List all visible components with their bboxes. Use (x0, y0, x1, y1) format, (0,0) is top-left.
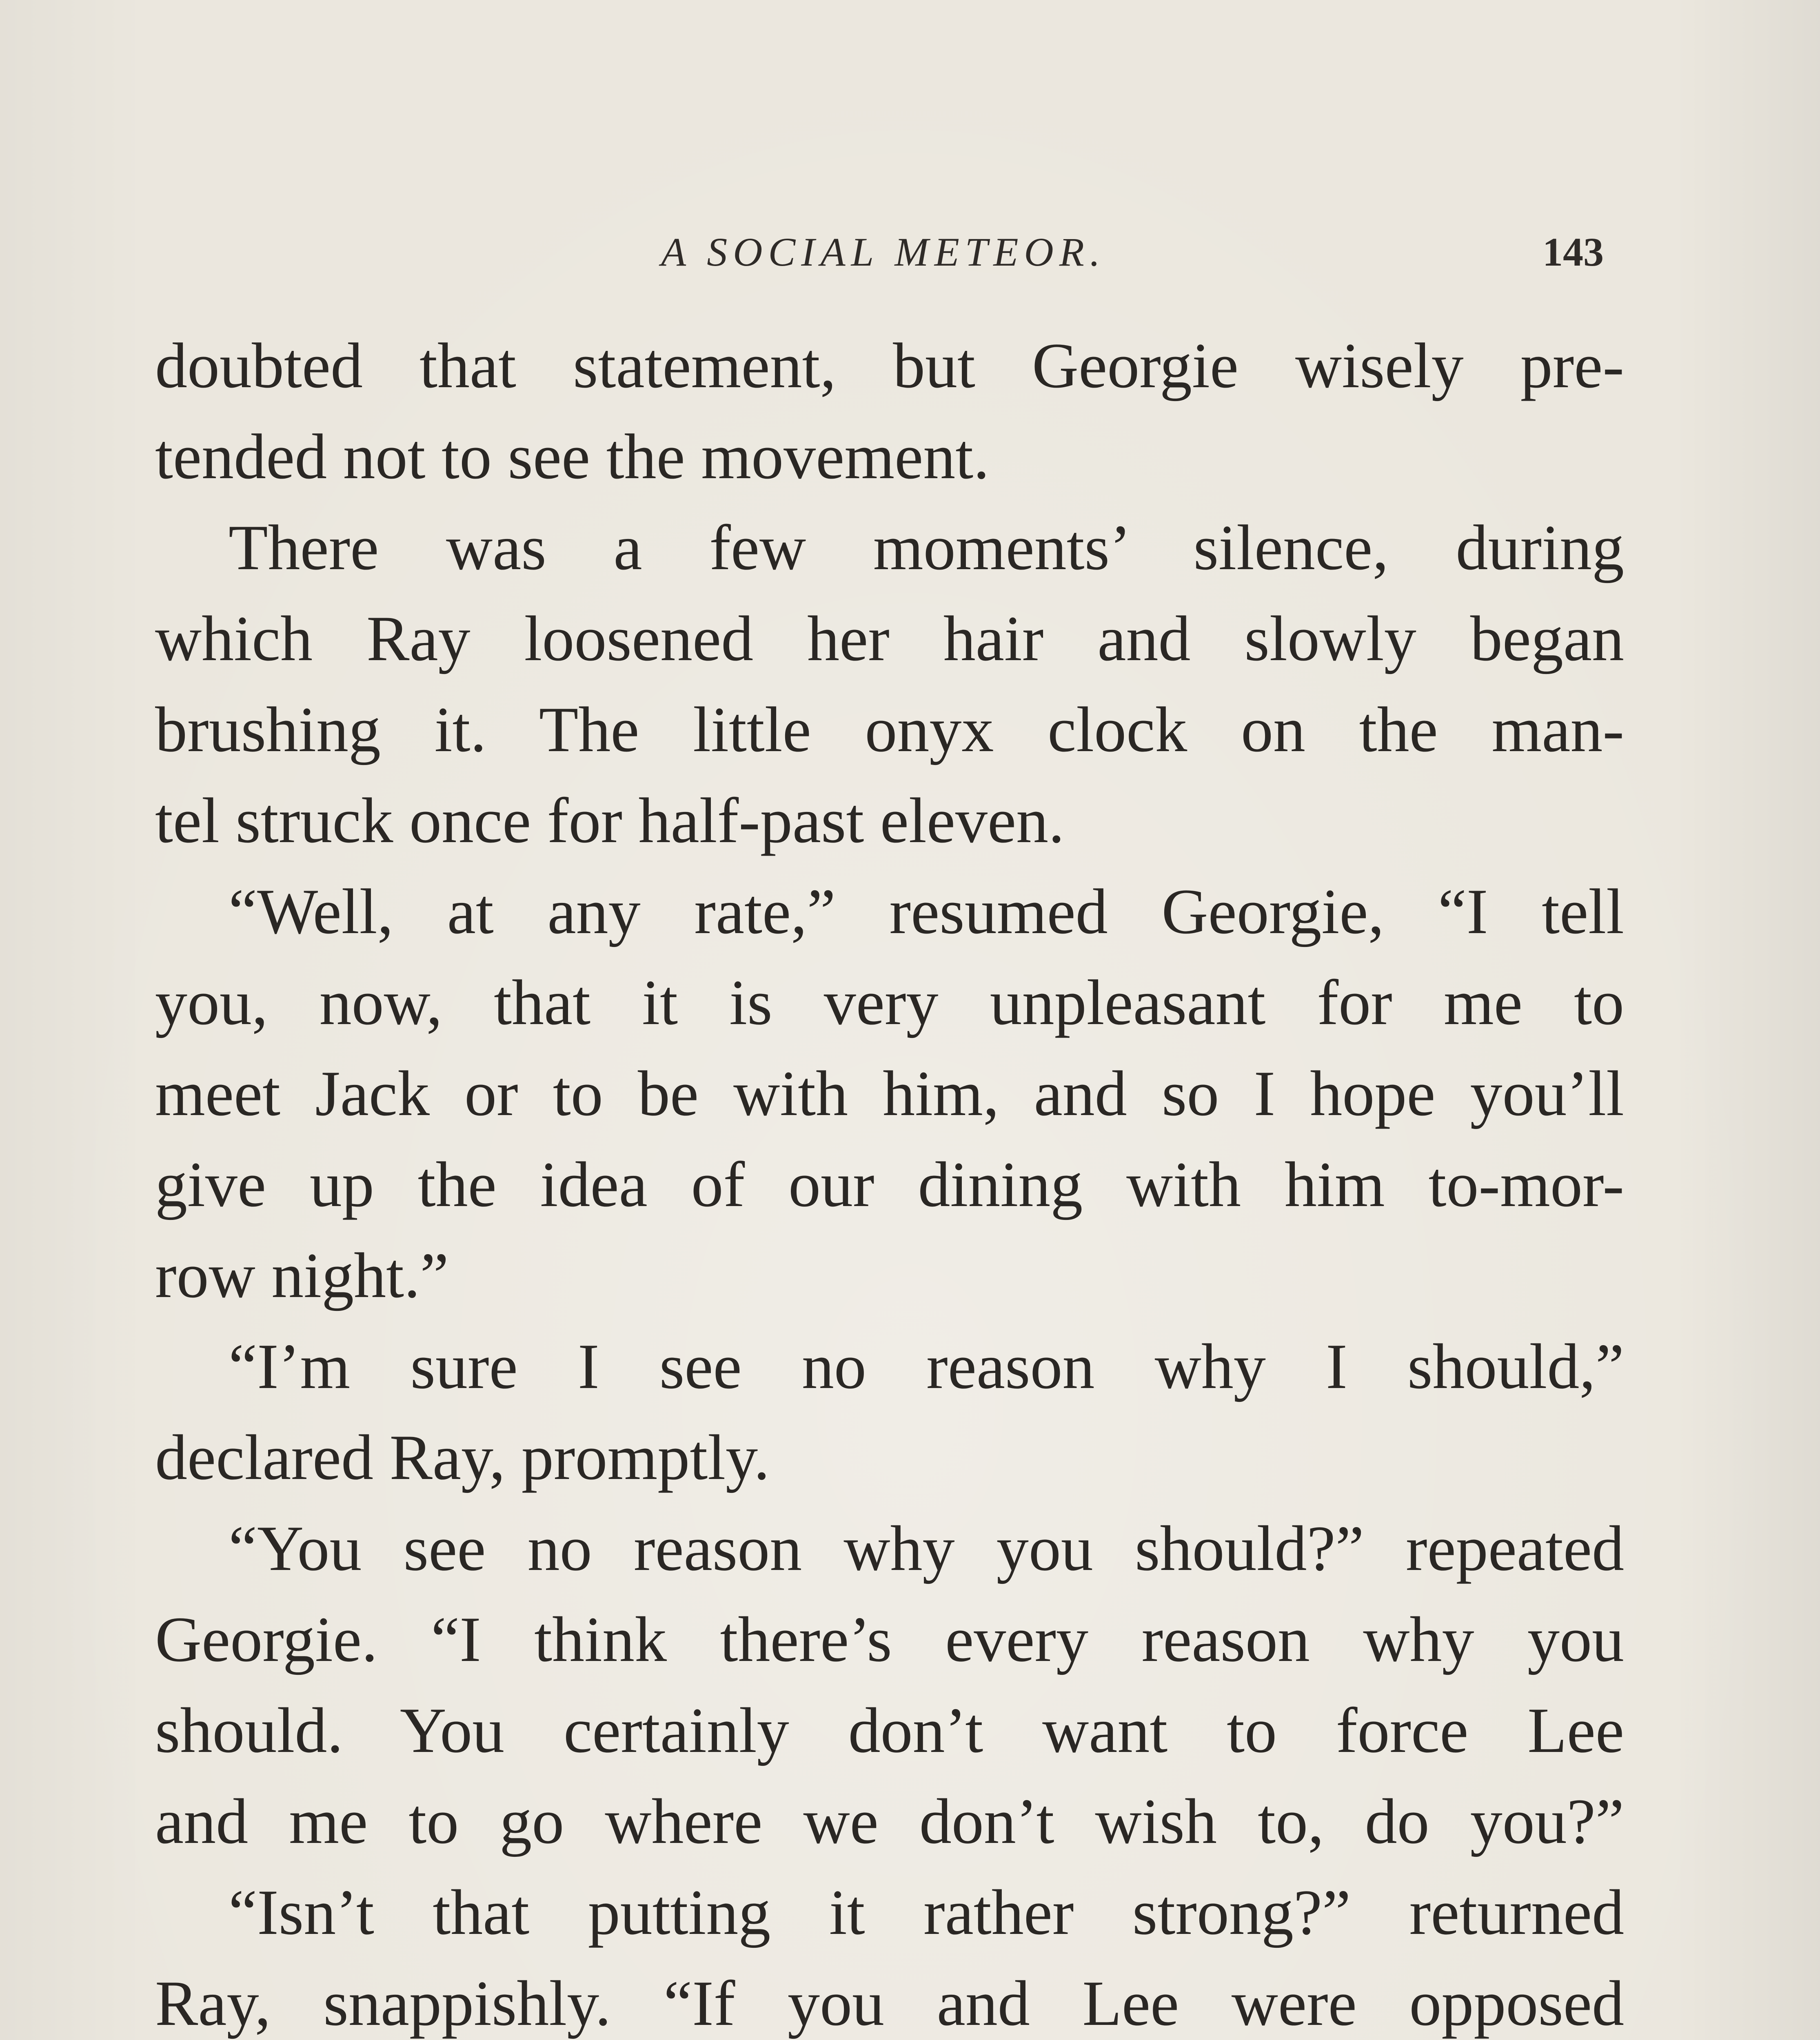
running-head (0, 228, 1820, 277)
text-line: declared Ray, promptly. (155, 1422, 770, 1493)
text-line: tel struck once for half-past eleven. (155, 785, 1065, 856)
text-line: There was a few moments’ silence, during (229, 512, 1624, 583)
text-line: which Ray loosened her hair and slowly began (155, 603, 1624, 674)
text-line: and me to go where we don’t wish to, do you?” (155, 1786, 1624, 1857)
page-number: 143 (1543, 229, 1604, 275)
text-line: “You see no reason why you should?” repeated (229, 1513, 1624, 1584)
text-line: brushing it. The little onyx clock on the man- (155, 694, 1624, 765)
running-title: A SOCIAL METEOR. (661, 229, 1106, 275)
text-line: Georgie. “I think there’s every reason why you (155, 1604, 1624, 1675)
text-line: should. You certainly don’t want to force Lee (155, 1695, 1624, 1766)
text-line: “Isn’t that putting it rather strong?” returned (229, 1877, 1624, 1948)
text-line: doubted that statement, but Georgie wisely pre- (155, 330, 1624, 401)
text-line: row night.” (155, 1240, 449, 1311)
text-line: tended not to see the movement. (155, 421, 990, 492)
text-line: you, now, that it is very unpleasant for me to (155, 967, 1624, 1038)
body-text (155, 320, 1624, 2040)
text-line: “Well, at any rate,” resumed Georgie, “I tell (229, 876, 1624, 947)
text-line: meet Jack or to be with him, and so I hope you’ll (155, 1058, 1624, 1129)
text-line: “I’m sure I see no reason why I should,” (229, 1331, 1624, 1402)
text-line: Ray, snappishly. “If you and Lee were opposed (155, 1968, 1624, 2039)
text-line: give up the idea of our dining with him to-mor- (155, 1149, 1624, 1220)
